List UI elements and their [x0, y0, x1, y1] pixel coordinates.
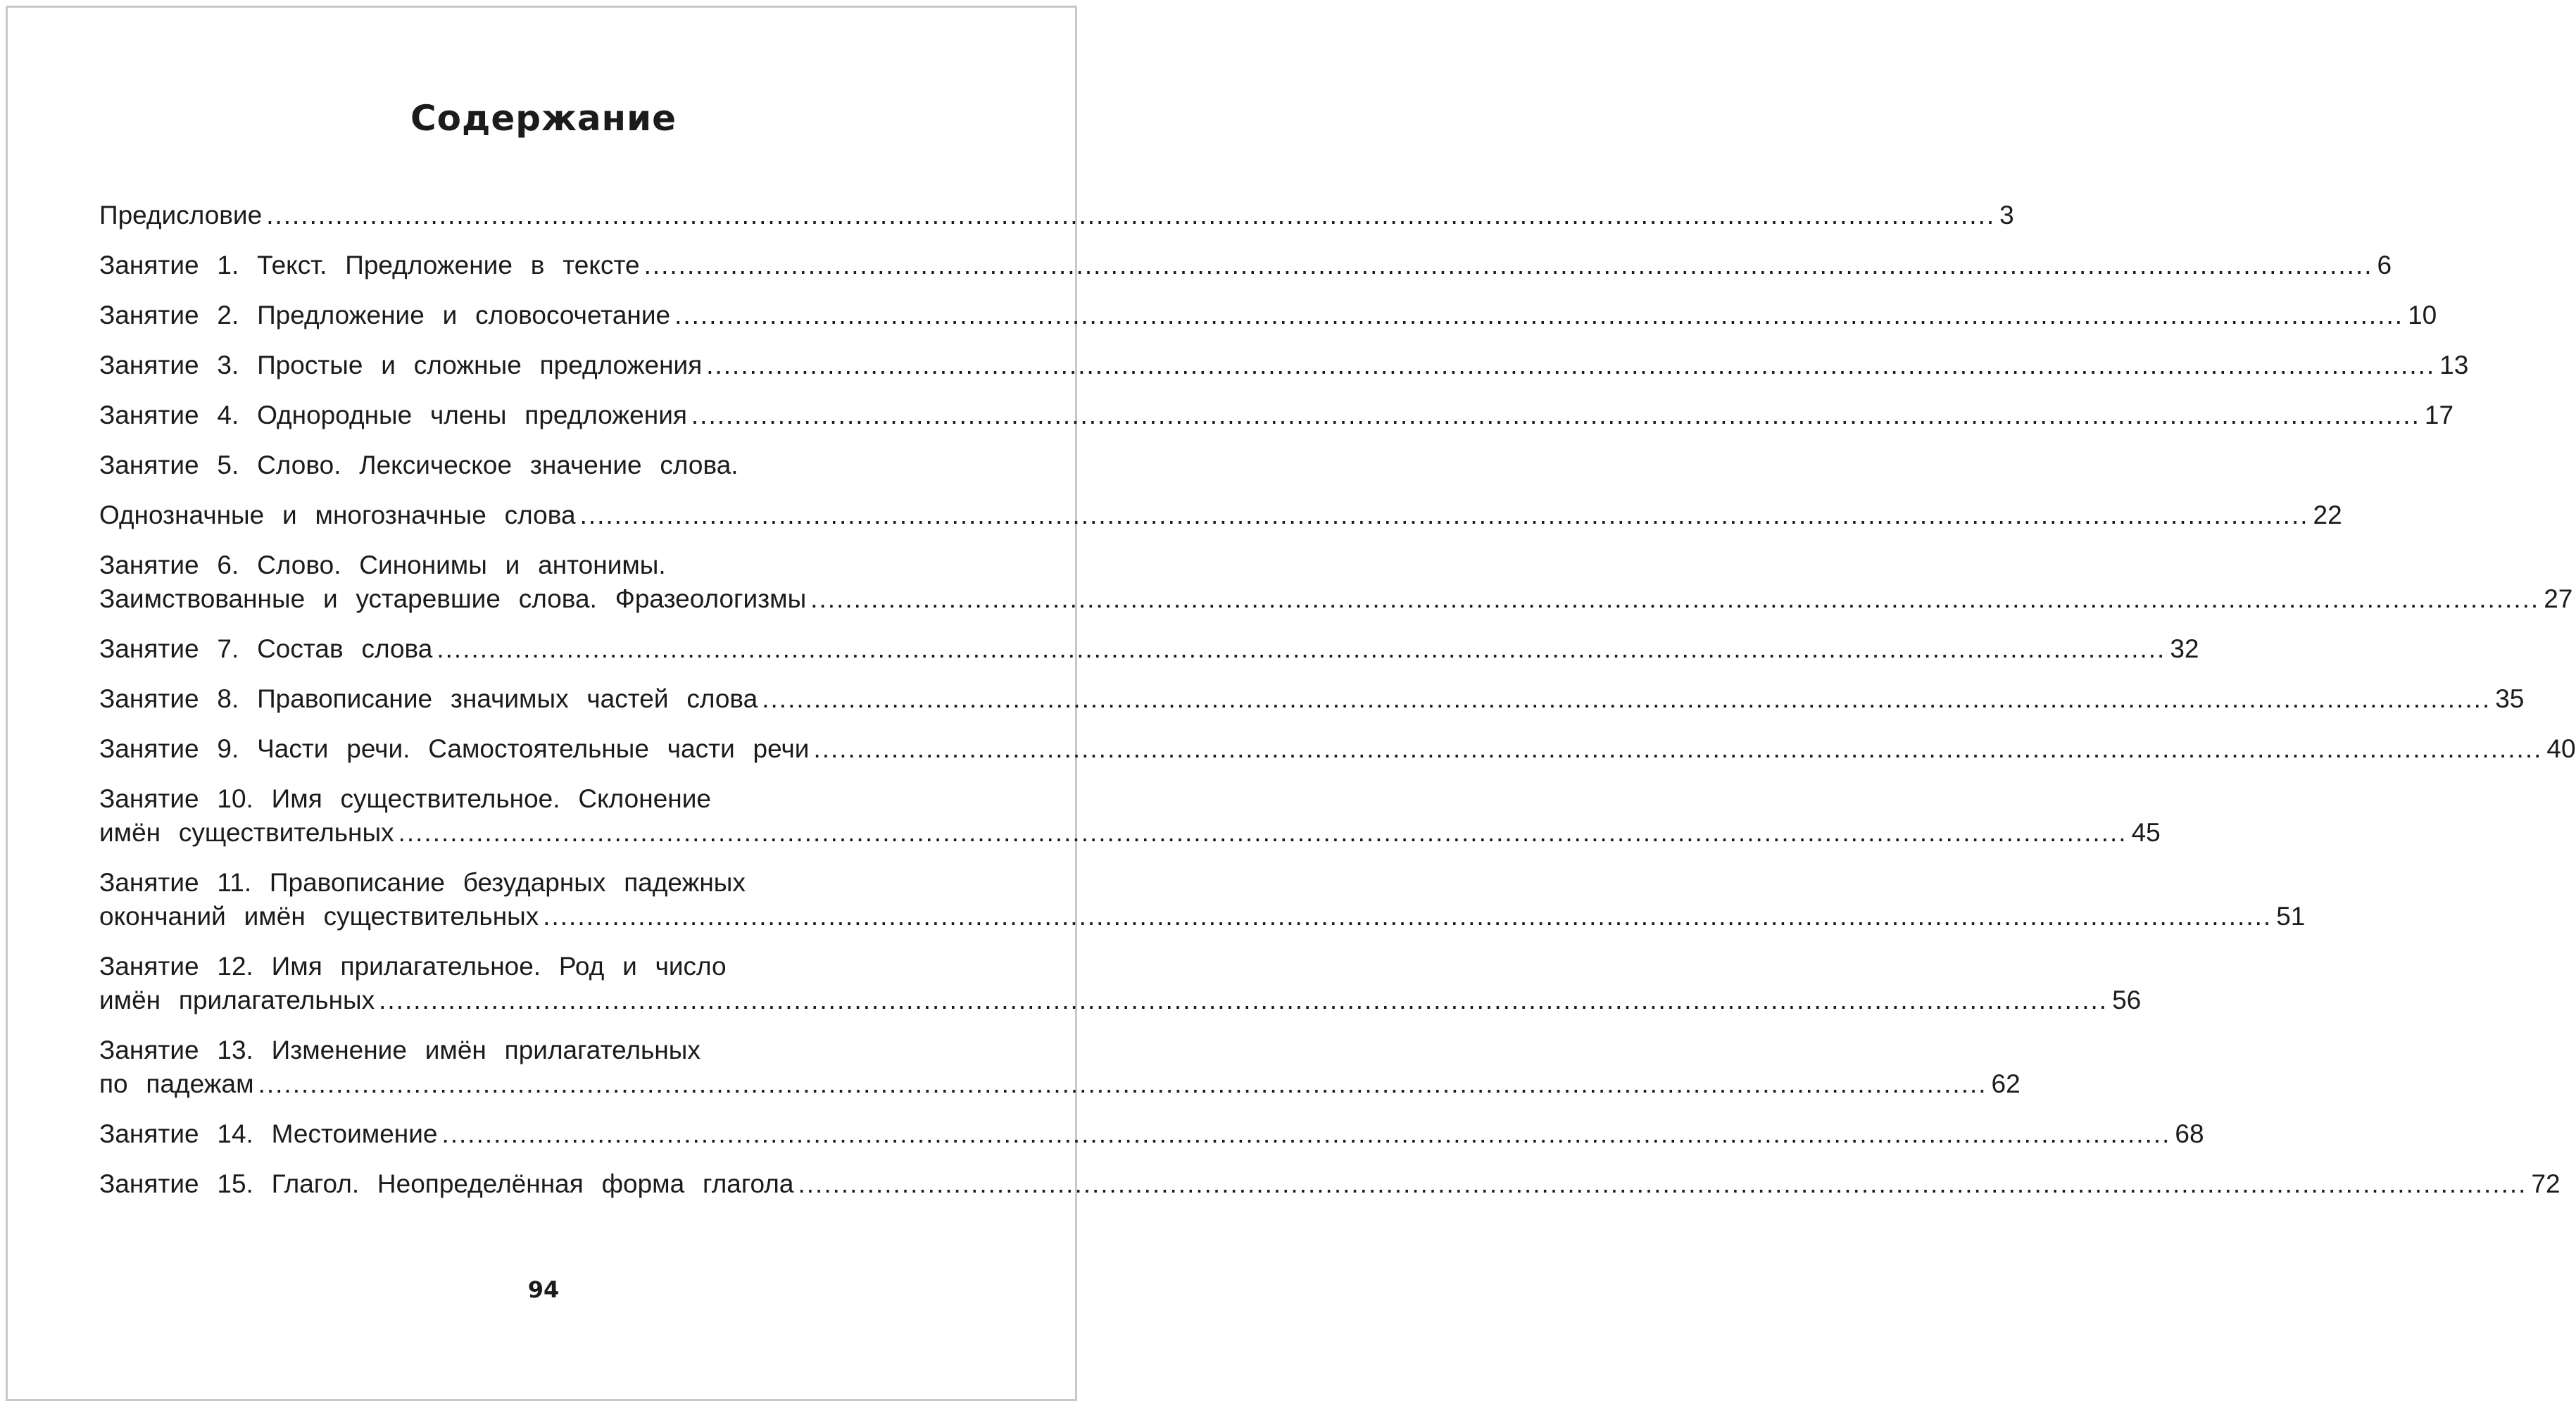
dot-leader: ........................................................................................................................................................................................................ [436, 634, 2166, 663]
toc-entry-page: 40 [2546, 734, 2576, 763]
dot-leader: ........................................................................................................................................................................................................ [762, 684, 2492, 713]
toc-entry-title: Занятие 8. Правописание значимых частей слова [99, 684, 758, 713]
dot-leader: ........................................................................................................................................................................................................ [441, 1119, 2171, 1148]
toc-entry-title: имён существительных [99, 818, 394, 847]
toc-entry-title: Занятие 1. Текст. Предложение в тексте [99, 251, 640, 279]
toc-entry-page: 22 [2313, 501, 2342, 529]
toc-entry-title: Предисловие [99, 201, 263, 230]
toc-entry-page: 10 [2408, 301, 2437, 329]
dot-leader: ........................................................................................................................................................................................................ [810, 584, 2540, 613]
toc-entry-title: Заимствованные и устаревшие слова. Фразеологизмы [99, 584, 807, 613]
toc-entry-page: 35 [2495, 684, 2525, 713]
dot-leader: ........................................................................................................................................................................................................ [798, 1169, 2527, 1198]
toc-entry-title: окончаний имён существительных [99, 902, 539, 931]
page-title: Содержание [410, 98, 677, 139]
toc-entry[interactable] [99, 401, 2454, 441]
toc-entry-title-line1: Занятие 10. Имя существительное. Склонение [99, 784, 711, 813]
toc-entry-title: Занятие 15. Глагол. Неопределённая форма глагола [99, 1169, 794, 1198]
dot-leader: ........................................................................................................................................................................................................ [643, 251, 2373, 279]
toc-entry[interactable] [99, 1069, 2021, 1110]
toc-entry[interactable] [99, 684, 2525, 724]
dot-leader: ........................................................................................................................................................................................................ [674, 301, 2404, 329]
toc-entry-title-line1: Занятие 5. Слово. Лексическое значение слова. [99, 451, 739, 479]
toc-entry-title: Занятие 14. Местоимение [99, 1119, 438, 1148]
toc-entry-title-line1: Занятие 11. Правописание безударных падежных [99, 868, 746, 897]
toc-entry-page: 68 [2175, 1119, 2204, 1148]
dot-leader: ........................................................................................................................................................................................................ [258, 1069, 1987, 1098]
toc-entry-page: 62 [1991, 1069, 2021, 1098]
toc-entry-page: 72 [2531, 1169, 2561, 1198]
toc-entry[interactable] [99, 1119, 2204, 1159]
toc-entry-page: 17 [2424, 401, 2454, 429]
toc-entry-page: 32 [2170, 634, 2199, 663]
toc-entry[interactable] [99, 986, 2142, 1026]
toc-entry[interactable] [99, 351, 2469, 391]
dot-leader: ........................................................................................................................................................................................................ [266, 201, 1996, 230]
toc-entry-title-line1: Занятие 12. Имя прилагательное. Род и число [99, 952, 727, 981]
toc-entry-page: 45 [2131, 818, 2161, 847]
toc-entry[interactable] [99, 501, 2342, 541]
toc-entry-page: 51 [2276, 902, 2306, 931]
toc-entry-title: Занятие 4. Однородные члены предложения [99, 401, 687, 429]
toc-entry-title: Занятие 2. Предложение и словосочетание [99, 301, 671, 329]
table-of-contents [99, 0, 2576, 1408]
toc-entry[interactable] [99, 201, 2014, 241]
toc-entry[interactable] [99, 1169, 2561, 1209]
toc-entry[interactable] [99, 251, 2392, 291]
toc-entry-page: 13 [2439, 351, 2469, 379]
toc-entry-title: имён прилагательных [99, 986, 375, 1014]
dot-leader: ........................................................................................................................................................................................................ [543, 902, 2273, 931]
dot-leader: ........................................................................................................................................................................................................ [813, 734, 2543, 763]
dot-leader: ........................................................................................................................................................................................................ [379, 986, 2109, 1014]
dot-leader: ........................................................................................................................................................................................................ [706, 351, 2436, 379]
dot-leader: ........................................................................................................................................................................................................ [398, 818, 2128, 847]
toc-entry-title: Занятие 9. Части речи. Самостоятельные части речи [99, 734, 810, 763]
toc-entry-title: Занятие 7. Состав слова [99, 634, 433, 663]
toc-entry[interactable] [99, 634, 2199, 674]
toc-entry-first-line[interactable] [99, 451, 979, 491]
toc-entry-page: 27 [2544, 584, 2573, 613]
dot-leader: ........................................................................................................................................................................................................ [691, 401, 2420, 429]
toc-entry-page: 6 [2377, 251, 2392, 279]
toc-entry[interactable] [99, 301, 2437, 341]
page-number: 94 [527, 1276, 560, 1303]
toc-entry-title: Однозначные и многозначные слова [99, 501, 576, 529]
dot-leader: ........................................................................................................................................................................................................ [579, 501, 2309, 529]
toc-entry[interactable] [99, 734, 2576, 774]
toc-entry-page: 56 [2112, 986, 2142, 1014]
toc-entry[interactable] [99, 818, 2161, 858]
toc-entry-title: по падежам [99, 1069, 254, 1098]
toc-entry-title-line1: Занятие 6. Слово. Синонимы и антонимы. [99, 551, 666, 579]
toc-entry[interactable] [99, 902, 2306, 942]
toc-entry[interactable] [99, 584, 2573, 624]
toc-entry-title-line1: Занятие 13. Изменение имён прилагательных [99, 1036, 700, 1064]
toc-entry-title: Занятие 3. Простые и сложные предложения [99, 351, 703, 379]
toc-entry-page: 3 [1999, 201, 2014, 230]
